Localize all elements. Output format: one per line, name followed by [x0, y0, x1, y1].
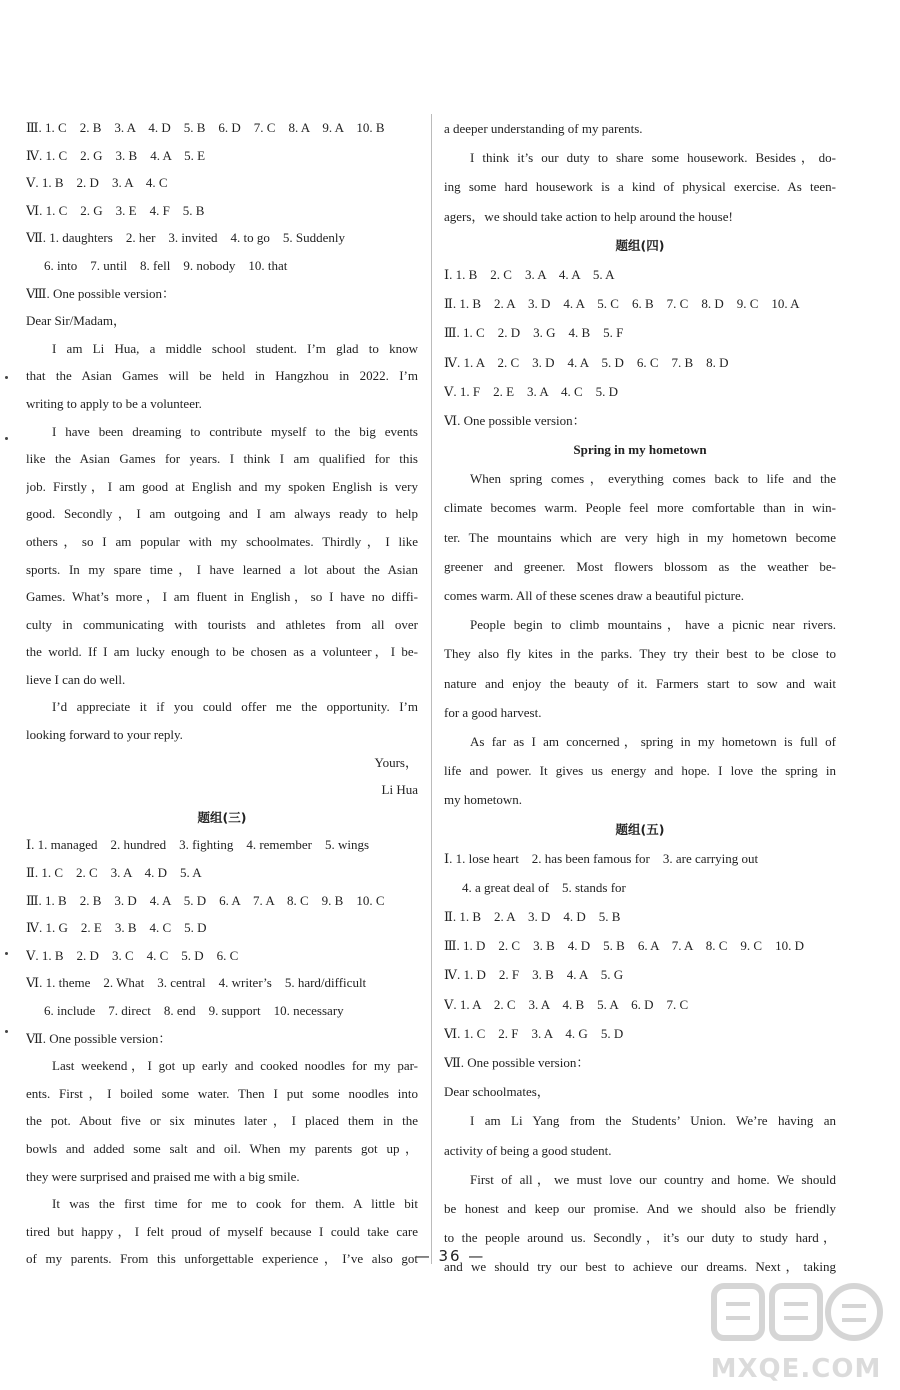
- answer-line: Ⅳ. 1. G 2. E 3. B 4. C 5. D: [26, 920, 207, 936]
- section-label: Ⅵ. One possible version：: [444, 412, 586, 428]
- essay-line: and we should try our best to achieve our dreams. Next，taking: [444, 1259, 836, 1275]
- answer-line: 6. include 7. direct 8. end 9. support 10. necessary: [44, 1003, 344, 1018]
- answer-line: Ⅵ. 1. theme 2. What 3. central 4. writer’s 5. hard/difficult: [26, 975, 367, 991]
- essay-line: agers，we should take action to help around the house!: [444, 208, 733, 224]
- essay-line: a deeper understanding of my parents.: [444, 121, 643, 136]
- essay-line: lieve I can do well.: [26, 671, 126, 687]
- letter-salutation: Dear schoolmates，: [444, 1084, 550, 1100]
- answer-line: Ⅰ. 1. B 2. C 3. A 4. A 5. A: [444, 266, 615, 282]
- section-heading: 题组(五): [615, 821, 665, 837]
- essay-line: like the Asian Games for years. I think I am qualified for this: [26, 451, 418, 467]
- essay-line: It was the first time for me to cook for them. A little bit: [52, 1196, 418, 1212]
- essay-line: bowls and added some salt and oil. When my parents got up，: [26, 1140, 418, 1156]
- answer-line: Ⅱ. 1. C 2. C 3. A 4. D 5. A: [26, 865, 202, 881]
- essay-line: Last weekend，I got up early and cooked noodles for my par-: [52, 1058, 418, 1074]
- answer-line: Ⅴ. 1. B 2. D 3. A 4. C: [26, 175, 168, 191]
- essay-line: my hometown.: [444, 792, 522, 808]
- essay-line: the world. If I am lucky enough to be chosen as a volunteer，I be-: [26, 644, 418, 660]
- essay-line: they were surprised and praised me with a big smile.: [26, 1168, 300, 1184]
- essay-line: ter. The mountains which are very high in my hometown become: [444, 529, 836, 545]
- essay-line: life and power. It gives us energy and hope. I love the spring in: [444, 763, 836, 779]
- essay-title: Spring in my hometown: [573, 442, 707, 458]
- answer-line: Ⅳ. 1. A 2. C 3. D 4. A 5. D 6. C 7. B 8. D: [444, 354, 729, 370]
- essay-line: activity of being a good student.: [444, 1142, 612, 1158]
- answer-line: Ⅵ. 1. C 2. F 3. A 4. G 5. D: [444, 1025, 624, 1041]
- answer-line: Ⅴ. 1. F 2. E 3. A 4. C 5. D: [444, 383, 619, 399]
- answer-line: Ⅳ. 1. C 2. G 3. B 4. A 5. E: [26, 147, 206, 163]
- page-number: — 36 —: [414, 1247, 486, 1265]
- essay-line: tired but happy，I felt proud of myself because I could take care: [26, 1223, 418, 1239]
- answer-line: Ⅱ. 1. B 2. A 3. D 4. D 5. B: [444, 909, 621, 925]
- right-column: [444, 114, 836, 1282]
- essay-line: looking forward to your reply.: [26, 727, 183, 743]
- essay-line: When spring comes，everything comes back to life and the: [470, 471, 836, 487]
- section-label: Ⅷ. One possible version：: [26, 285, 176, 301]
- section-label: Ⅶ. One possible version：: [26, 1030, 172, 1046]
- answer-line: Ⅲ. 1. D 2. C 3. B 4. D 5. B 6. A 7. A 8. C 9. C 10. D: [444, 938, 804, 954]
- essay-line: for a good harvest.: [444, 704, 542, 720]
- essay-line: to the people around us. Secondly，it’s our duty to study hard，: [444, 1230, 836, 1246]
- essay-line: culty in communicating with tourists and athletes from all over: [26, 616, 418, 632]
- essay-line: job. Firstly，I am good at English and my spoken English is very: [26, 478, 418, 494]
- answer-line: 6. into 7. until 8. fell 9. nobody 10. that: [44, 257, 288, 273]
- answer-line: Ⅳ. 1. D 2. F 3. B 4. A 5. G: [444, 967, 624, 983]
- margin-dot: [5, 1030, 8, 1033]
- essay-line: I’d appreciate it if you could offer me the opportunity. I’m: [52, 699, 418, 715]
- answer-line: Ⅰ. 1. managed 2. hundred 3. fighting 4. remember 5. wings: [26, 837, 370, 853]
- essay-line: the pot. About five or six minutes later，I placed them in the: [26, 1113, 418, 1129]
- essay-line: be honest and keep our promise. And we should also be friendly: [444, 1200, 836, 1216]
- watermark-graphic-icon: [706, 1276, 886, 1356]
- essay-line: of my parents. From this unforgettable experience，I’ve also got: [26, 1251, 418, 1267]
- letter-signature: Li Hua: [381, 782, 418, 798]
- margin-dot: [5, 437, 8, 440]
- section-heading: 题组(三): [197, 809, 247, 825]
- answer-line: Ⅰ. 1. lose heart 2. has been famous for 3. are carrying out: [444, 850, 759, 866]
- answer-line: Ⅲ. 1. B 2. B 3. D 4. A 5. D 6. A 7. A 8. C 9. B 10. C: [26, 892, 385, 908]
- essay-line: I am Li Hua, a middle school student. I’m glad to know: [52, 340, 418, 356]
- column-divider: [431, 114, 432, 1264]
- section-label: Ⅶ. One possible version：: [444, 1055, 590, 1070]
- essay-line: sports. In my spare time，I have learned a lot about the Asian: [26, 561, 418, 577]
- essay-line: ents. First，I boiled some water. Then I put some noodles into: [26, 1085, 418, 1101]
- watermark-logo: [706, 1276, 886, 1386]
- answer-line: Ⅴ. 1. B 2. D 3. C 4. C 5. D 6. C: [26, 947, 239, 963]
- watermark-text: MXQE.COM: [710, 1354, 882, 1384]
- letter-salutation: Dear Sir/Madam，: [26, 313, 127, 329]
- essay-line: greener and greener. Most flowers blossom as the weather be-: [444, 558, 836, 574]
- essay-line: ing some hard housework is a kind of physical exercise. As teen-: [444, 179, 836, 195]
- letter-closing: Yours，: [374, 754, 418, 770]
- essay-line: Games. What’s more，I am fluent in English，so I have no diffi-: [26, 589, 418, 605]
- essay-line: others，so I am popular with my schoolmates. Thirdly，I like: [26, 533, 418, 549]
- essay-line: good. Secondly，I am outgoing and I am always ready to help: [26, 506, 418, 522]
- answer-line: Ⅴ. 1. A 2. C 3. A 4. B 5. A 6. D 7. C: [444, 996, 689, 1012]
- essay-line: nature and enjoy the beauty of it. Farmers start to sow and wait: [444, 675, 836, 691]
- section-heading: 题组(四): [615, 237, 665, 253]
- margin-dot: [5, 952, 8, 955]
- essay-line: that the Asian Games will be held in Hangzhou in 2022. I’m: [26, 368, 418, 384]
- essay-line: They also fly kites in the parks. They try their best to be close to: [444, 646, 836, 662]
- answer-line: 4. a great deal of 5. stands for: [462, 879, 626, 895]
- essay-line: People begin to climb mountains，have a picnic near rivers.: [470, 617, 836, 633]
- essay-line: As far as I am concerned，spring in my hometown is full of: [470, 733, 836, 749]
- answer-line: Ⅲ. 1. C 2. D 3. G 4. B 5. F: [444, 325, 624, 341]
- essay-line: I think it’s our duty to share some housework. Besides，do-: [470, 150, 836, 166]
- essay-line: climate becomes warm. People feel more comfortable than in win-: [444, 500, 836, 516]
- essay-line: I am Li Yang from the Students’ Union. We’re having an: [470, 1113, 836, 1129]
- essay-line: First of all，we must love our country and home. We should: [470, 1171, 836, 1187]
- essay-line: comes warm. All of these scenes draw a beautiful picture.: [444, 588, 744, 603]
- left-column: [26, 114, 418, 1273]
- margin-dot: [5, 376, 8, 379]
- answer-line: Ⅱ. 1. B 2. A 3. D 4. A 5. C 6. B 7. C 8. D 9. C 10. A: [444, 296, 800, 312]
- essay-line: writing to apply to be a volunteer.: [26, 395, 202, 411]
- answer-line: Ⅶ. 1. daughters 2. her 3. invited 4. to go 5. Suddenly: [26, 230, 345, 246]
- answer-line: Ⅵ. 1. C 2. G 3. E 4. F 5. B: [26, 202, 205, 218]
- answer-line: Ⅲ. 1. C 2. B 3. A 4. D 5. B 6. D 7. C 8. A 9. A 10. B: [26, 120, 385, 135]
- essay-line: I have been dreaming to contribute myself to the big events: [52, 423, 418, 439]
